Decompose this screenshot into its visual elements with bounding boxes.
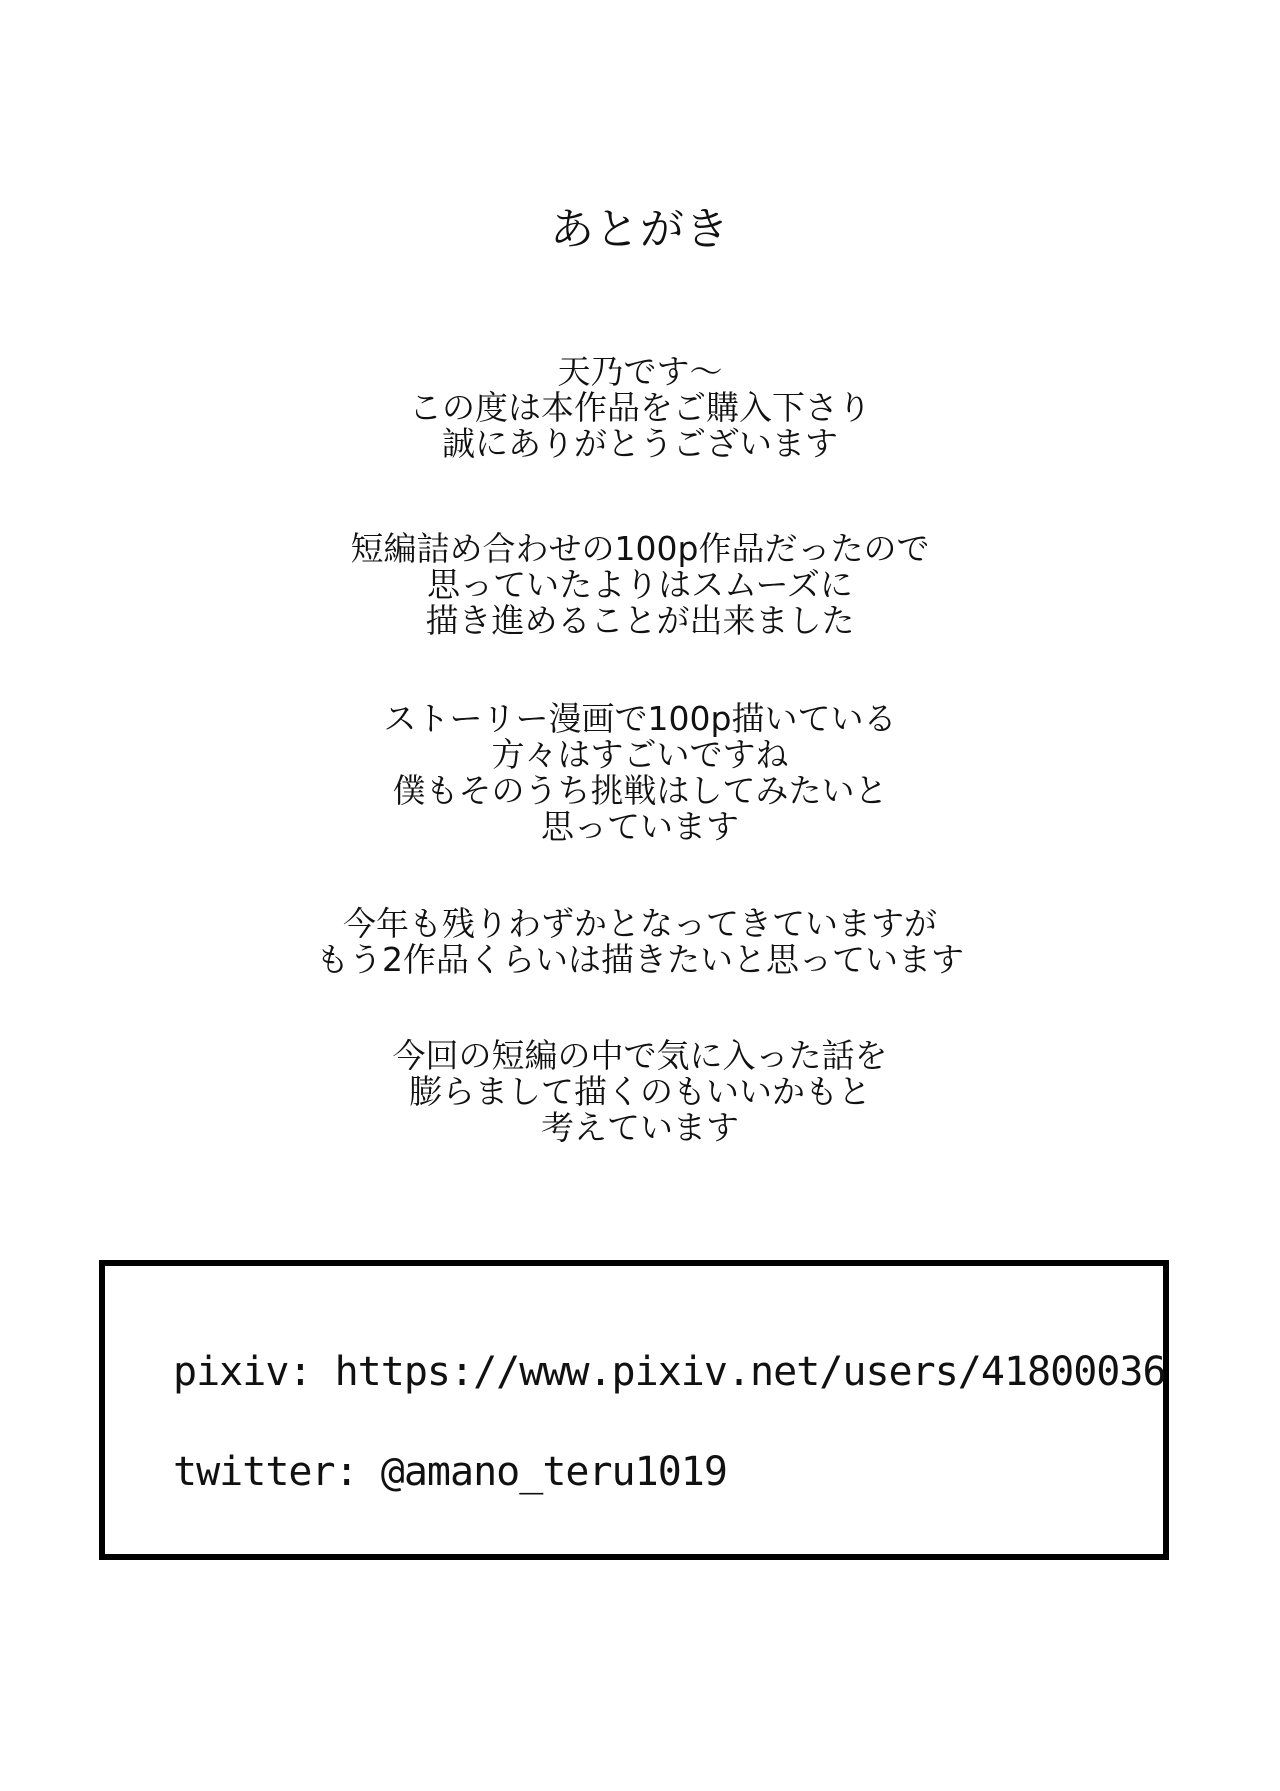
- paragraph-line: もう2作品くらいは描きたいと思っています: [316, 940, 964, 979]
- paragraph-line: 僕もそのうち挑戦はしてみたいと: [392, 771, 888, 810]
- paragraph-line: 思っています: [541, 807, 739, 846]
- afterword-paragraph-4: [0, 906, 1280, 978]
- paragraph-line: 考えています: [541, 1108, 739, 1147]
- paragraph-line: 今回の短編の中で気に入った話を: [392, 1036, 888, 1075]
- paragraph-line: ストーリー漫画で100p描いている: [383, 699, 897, 738]
- afterword-title: あとがき: [550, 204, 730, 255]
- afterword-paragraph-2: [0, 531, 1280, 639]
- paragraph-line: 今年も残りわずかとなってきていますが: [343, 904, 937, 943]
- paragraph-line: 思っていたよりはスムーズに: [427, 565, 853, 604]
- paragraph-line: 描き進めることが出来ました: [425, 601, 855, 640]
- paragraph-line: 方々はすごいですね: [491, 735, 789, 774]
- paragraph-line: 天乃です～: [557, 352, 723, 391]
- paragraph-line: 誠にありがとうございます: [442, 424, 838, 463]
- pixiv-link[interactable]: pixiv: https://www.pixiv.net/users/41800036: [173, 1349, 1166, 1395]
- contact-box: [99, 1260, 1169, 1560]
- afterword-paragraph-1: [0, 354, 1280, 462]
- paragraph-line: 短編詰め合わせの100p作品だったので: [350, 529, 930, 568]
- paragraph-line: 膨らまして描くのもいいかもと: [409, 1072, 871, 1111]
- afterword-paragraph-3: [0, 701, 1280, 845]
- paragraph-line: この度は本作品をご購入下さり: [409, 388, 871, 427]
- afterword-paragraph-5: [0, 1038, 1280, 1146]
- twitter-handle[interactable]: twitter: @amano_teru1019: [173, 1449, 727, 1495]
